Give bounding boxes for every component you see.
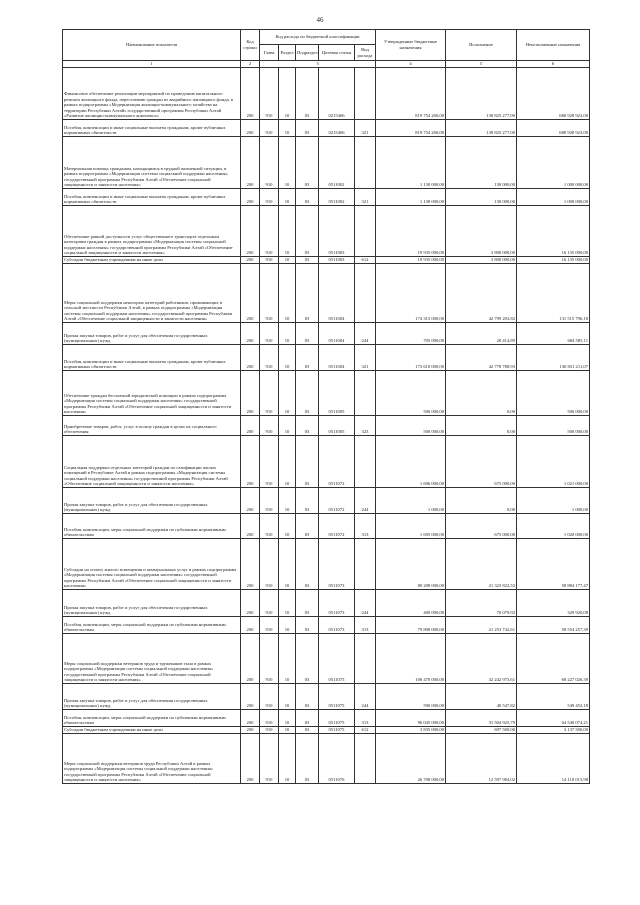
row-code: 200 [241, 371, 260, 416]
row-podrazdel: 03 [296, 206, 319, 257]
row-approved: 819 754 200,00 [376, 68, 446, 120]
row-unexecuted: 1 020 000,00 [517, 514, 590, 539]
row-unexecuted: 500 000,00 [517, 371, 590, 416]
row-vid [355, 371, 376, 416]
row-approved: 1 696 000,00 [376, 436, 446, 488]
row-target: 0511005 [319, 416, 355, 436]
header-glava: Глава [260, 45, 279, 61]
row-unexecuted: 14 110 015,98 [517, 734, 590, 784]
row-glava: 910 [260, 514, 279, 539]
row-approved: 100 470 000,00 [376, 634, 446, 684]
row-executed: 3 800 000,00 [446, 257, 517, 264]
row-code: 200 [241, 120, 260, 137]
row-approved: 500 000,00 [376, 416, 446, 436]
header-classification: Код расхода по бюджетной классификации [260, 30, 376, 45]
row-approved: 3 835 000,00 [376, 727, 446, 734]
row-target: 0511004 [319, 345, 355, 371]
row-approved: 590 000,00 [376, 684, 446, 710]
col-number: 5 [446, 61, 517, 68]
row-razdel: 10 [279, 323, 296, 345]
row-code: 200 [241, 206, 260, 257]
row-vid [355, 137, 376, 189]
row-code: 200 [241, 323, 260, 345]
row-podrazdel: 03 [296, 371, 319, 416]
row-name: Обеспечение равной доступности услуг общественного транспорта отдельным категориям граждан в рамках подпрограммы «Модернизация системы социальной поддержки населения» государственной программы Республики Алтай «Обеспечение социальной защищенности и занятости населения» [63, 206, 241, 257]
row-razdel: 10 [279, 617, 296, 634]
table-row [63, 323, 590, 345]
row-name: Приобретение товаров, работ, услуг в пользу граждан в целях их социального обеспечения [63, 416, 241, 436]
row-glava: 910 [260, 590, 279, 617]
row-target: 0511004 [319, 264, 355, 323]
row-unexecuted: 64 540 074,21 [517, 710, 590, 727]
row-unexecuted: 131 515 796,18 [517, 264, 590, 323]
row-target: 0511004 [319, 323, 355, 345]
table-row [63, 617, 590, 634]
row-vid: 313 [355, 514, 376, 539]
row-target: 0511075 [319, 634, 355, 684]
row-podrazdel: 03 [296, 539, 319, 590]
row-approved: 400 000,00 [376, 590, 446, 617]
row-code: 200 [241, 345, 260, 371]
row-approved: 1 695 000,00 [376, 514, 446, 539]
row-name: Прочая закупка товаров, работ и услуг для обеспечения государственных (муниципальных) нужд [63, 488, 241, 514]
row-executed: 675 000,00 [446, 436, 517, 488]
table-row [63, 257, 590, 264]
row-name: Обеспечение граждан бесплатной юридической помощью в рамках подпрограммы «Модернизация системы социальной поддержки населения» государственной программы Республики Алтай «Обеспечение социальной защищенности и занятости населения» [63, 371, 241, 416]
row-glava: 910 [260, 137, 279, 189]
row-approved: 26 708 000,00 [376, 734, 446, 784]
header-podrazdel: Подраздел [296, 45, 319, 61]
row-executed: 42 799 203,82 [446, 264, 517, 323]
row-code: 200 [241, 590, 260, 617]
row-vid: 244 [355, 488, 376, 514]
row-razdel: 10 [279, 710, 296, 727]
row-vid [355, 634, 376, 684]
header-unexecuted: Неисполненные назначения [517, 30, 590, 61]
row-name: Пособия, компенсации, меры социальной поддержки по публичным нормативным обязательствам [63, 617, 241, 634]
row-unexecuted: 16 135 000,00 [517, 206, 590, 257]
row-glava: 910 [260, 539, 279, 590]
row-podrazdel: 03 [296, 416, 319, 436]
row-name: Субсидии бюджетным учреждениям на иные цели [63, 257, 241, 264]
table-row [63, 634, 590, 684]
row-unexecuted: 680 928 923,00 [517, 68, 590, 120]
row-executed: 130 000,00 [446, 189, 517, 206]
row-executed: 138 825 277,00 [446, 68, 517, 120]
row-executed: 40 547,82 [446, 684, 517, 710]
row-approved: 500 000,00 [376, 371, 446, 416]
row-code: 200 [241, 416, 260, 436]
table-row [63, 189, 590, 206]
row-podrazdel: 03 [296, 257, 319, 264]
row-name: Меры социальной поддержки некоторых категорий работников, проживающих в сельской местности Республики Алтай, в рамках подпрограммы «Модернизация системы социальной поддержки населения» государственной программы Республики Алтай «Обеспечение социальной защищенности и занятости населения» [63, 264, 241, 323]
table-row [63, 68, 590, 120]
row-approved: 80 208 000,00 [376, 539, 446, 590]
row-code: 200 [241, 488, 260, 514]
row-target: 0215406 [319, 120, 355, 137]
row-razdel: 10 [279, 514, 296, 539]
table-row [63, 436, 590, 488]
col-number: 4 [376, 61, 446, 68]
row-target: 0511002 [319, 137, 355, 189]
row-target: 0215406 [319, 68, 355, 120]
row-name: Прочая закупка товаров, работ и услуг для обеспечения государственных (муниципальных) нужд [63, 590, 241, 617]
row-name: Финансовое обеспечение реализации мероприятий по проведению капитального ремонта жилищного фонда, переселению граждан из аварийного жилищного фонда, в рамках подпрограммы «Модернизация жилищно-коммунального хозяйства на территории Республики Алтай» государственной программы Республики Алтай «Развитие жилищно-коммунального комплекса» [63, 68, 241, 120]
row-name: Пособия, компенсации и иные социальные выплаты гражданам, кроме публичных нормативных обязательств [63, 120, 241, 137]
row-vid [355, 734, 376, 784]
row-name: Субсидии бюджетным учреждениям на иные цели [63, 727, 241, 734]
row-glava: 910 [260, 264, 279, 323]
row-code: 200 [241, 514, 260, 539]
row-approved: 1 130 000,00 [376, 137, 446, 189]
row-vid [355, 206, 376, 257]
row-razdel: 10 [279, 539, 296, 590]
row-code: 200 [241, 710, 260, 727]
row-code: 200 [241, 684, 260, 710]
row-executed: 21 253 742,61 [446, 617, 517, 634]
row-unexecuted: 16 135 000,00 [517, 257, 590, 264]
row-razdel: 10 [279, 264, 296, 323]
row-approved: 173 610 000,00 [376, 345, 446, 371]
header-vid: Вид расхода [355, 45, 376, 61]
row-podrazdel: 03 [296, 68, 319, 120]
page-number: 46 [316, 16, 324, 24]
header-approved: Утвержденные бюджетные назначения [376, 30, 446, 61]
table-row [63, 371, 590, 416]
table-header [63, 30, 590, 68]
row-glava: 910 [260, 323, 279, 345]
row-unexecuted: 329 920,08 [517, 590, 590, 617]
table-row [63, 206, 590, 257]
row-code: 200 [241, 137, 260, 189]
row-executed: 32 242 973,61 [446, 634, 517, 684]
row-name: Меры социальной поддержки ветеранов труда Республики Алтай в рамках подпрограммы «Модернизация системы социальной поддержки населения» государственной программы Республики Алтай «Обеспечение социальной защищенности и занятости населения» [63, 734, 241, 784]
row-razdel: 10 [279, 684, 296, 710]
table-body [63, 68, 590, 784]
row-executed: 0,00 [446, 371, 517, 416]
row-podrazdel: 03 [296, 264, 319, 323]
row-glava: 910 [260, 734, 279, 784]
row-podrazdel: 03 [296, 189, 319, 206]
row-unexecuted: 500 000,00 [517, 416, 590, 436]
row-vid: 321 [355, 345, 376, 371]
budget-execution-table [62, 29, 590, 784]
col-number: 2 [241, 61, 260, 68]
table-row [63, 137, 590, 189]
row-executed: 0,00 [446, 416, 517, 436]
row-podrazdel: 03 [296, 710, 319, 727]
row-razdel: 10 [279, 371, 296, 416]
row-target: 0511072 [319, 488, 355, 514]
row-podrazdel: 03 [296, 634, 319, 684]
row-razdel: 10 [279, 257, 296, 264]
row-vid: 313 [355, 710, 376, 727]
row-unexecuted: 130 831 211,07 [517, 345, 590, 371]
row-target: 0511075 [319, 727, 355, 734]
row-vid: 321 [355, 189, 376, 206]
row-name: Материальная помощь гражданам, находящимся в трудной жизненной ситуации, в рамках подпрограммы «Модернизация системы социальной поддержки населения» государственной программы Республики Алтай «Обеспечение социальной защищенности и занятости населения» [63, 137, 241, 189]
row-target: 0511073 [319, 590, 355, 617]
table-row [63, 416, 590, 436]
row-executed: 697 500,00 [446, 727, 517, 734]
row-vid: 612 [355, 727, 376, 734]
table-row [63, 539, 590, 590]
row-code: 200 [241, 436, 260, 488]
col-number: 1 [63, 61, 241, 68]
row-unexecuted: 1 000 000,00 [517, 137, 590, 189]
row-vid: 321 [355, 120, 376, 137]
row-razdel: 10 [279, 590, 296, 617]
row-executed: 0,00 [446, 488, 517, 514]
row-razdel: 10 [279, 488, 296, 514]
row-unexecuted: 684 585,11 [517, 323, 590, 345]
row-executed: 70 079,92 [446, 590, 517, 617]
row-name: Прочая закупка товаров, работ и услуг для обеспечения государственных (муниципальных) нужд [63, 684, 241, 710]
row-approved: 19 935 000,00 [376, 206, 446, 257]
row-glava: 910 [260, 371, 279, 416]
row-glava: 910 [260, 189, 279, 206]
row-glava: 910 [260, 634, 279, 684]
row-podrazdel: 03 [296, 137, 319, 189]
row-razdel: 10 [279, 436, 296, 488]
row-code: 200 [241, 539, 260, 590]
table-row [63, 734, 590, 784]
table-row [63, 727, 590, 734]
row-target: 0511076 [319, 734, 355, 784]
row-vid: 612 [355, 257, 376, 264]
row-podrazdel: 03 [296, 684, 319, 710]
row-vid [355, 436, 376, 488]
row-unexecuted: 3 137 500,00 [517, 727, 590, 734]
table-row [63, 590, 590, 617]
row-unexecuted: 58 884 177,47 [517, 539, 590, 590]
row-unexecuted: 58 554 257,39 [517, 617, 590, 634]
row-glava: 910 [260, 68, 279, 120]
table-row [63, 684, 590, 710]
row-code: 200 [241, 189, 260, 206]
row-target: 0511005 [319, 371, 355, 416]
row-unexecuted: 68 227 026,39 [517, 634, 590, 684]
row-glava: 910 [260, 416, 279, 436]
row-vid: 323 [355, 416, 376, 436]
row-podrazdel: 03 [296, 727, 319, 734]
row-unexecuted: 1 000 000,00 [517, 189, 590, 206]
header-target: Целевая статья [319, 45, 355, 61]
row-target: 0511073 [319, 617, 355, 634]
row-code: 200 [241, 257, 260, 264]
row-code: 200 [241, 634, 260, 684]
header-row-code: Код строки [241, 30, 260, 61]
row-unexecuted: 680 928 923,00 [517, 120, 590, 137]
row-name: Прочая закупка товаров, работ и услуг для обеспечения государственных (муниципальных) нужд [63, 323, 241, 345]
row-name: Пособия, компенсации и иные социальные выплаты гражданам, кроме публичных нормативных обязательств [63, 189, 241, 206]
row-vid: 244 [355, 684, 376, 710]
header-name: Наименование показателя [63, 30, 241, 61]
row-glava: 910 [260, 257, 279, 264]
row-executed: 42 778 788,93 [446, 345, 517, 371]
row-podrazdel: 03 [296, 488, 319, 514]
row-approved: 19 935 000,00 [376, 257, 446, 264]
row-vid [355, 539, 376, 590]
row-podrazdel: 03 [296, 590, 319, 617]
row-razdel: 10 [279, 68, 296, 120]
row-target: 0511075 [319, 710, 355, 727]
header-razdel: Раздел [279, 45, 296, 61]
row-razdel: 10 [279, 634, 296, 684]
row-vid [355, 68, 376, 120]
row-executed: 130 000,00 [446, 137, 517, 189]
row-executed: 3 800 000,00 [446, 206, 517, 257]
row-code: 200 [241, 617, 260, 634]
row-name: Субсидии на оплату жилого помещения и коммунальных услуг в рамках подпрограммы «Модернизация системы социальной поддержки населения» государственной программы Республики Алтай «Обеспечение социальной защищенности и занятости населения» [63, 539, 241, 590]
row-glava: 910 [260, 436, 279, 488]
row-vid: 313 [355, 617, 376, 634]
row-razdel: 10 [279, 416, 296, 436]
row-podrazdel: 03 [296, 323, 319, 345]
row-executed: 675 000,00 [446, 514, 517, 539]
row-glava: 910 [260, 727, 279, 734]
row-executed: 21 323 822,53 [446, 539, 517, 590]
row-vid: 244 [355, 590, 376, 617]
row-target: 0511075 [319, 684, 355, 710]
table-row [63, 264, 590, 323]
row-glava: 910 [260, 120, 279, 137]
row-executed: 138 825 277,00 [446, 120, 517, 137]
row-razdel: 10 [279, 137, 296, 189]
row-approved: 705 000,00 [376, 323, 446, 345]
row-approved: 96 045 000,00 [376, 710, 446, 727]
row-target: 0511003 [319, 206, 355, 257]
row-podrazdel: 03 [296, 514, 319, 539]
row-target: 0511003 [319, 257, 355, 264]
row-code: 200 [241, 727, 260, 734]
row-razdel: 10 [279, 120, 296, 137]
row-target: 0511072 [319, 436, 355, 488]
row-unexecuted: 1 021 000,00 [517, 436, 590, 488]
row-target: 0511002 [319, 189, 355, 206]
row-name: Меры социальной поддержки ветеранов труда и тружеников тыла в рамках подпрограммы «Модернизация системы социальной поддержки населения» государственной программы Республики Алтай «Обеспечение социальной защищенности и занятости населения» [63, 634, 241, 684]
row-podrazdel: 03 [296, 734, 319, 784]
row-vid: 244 [355, 323, 376, 345]
row-unexecuted: 549 452,18 [517, 684, 590, 710]
row-code: 200 [241, 734, 260, 784]
row-glava: 910 [260, 206, 279, 257]
row-razdel: 10 [279, 189, 296, 206]
row-unexecuted: 1 000,00 [517, 488, 590, 514]
table-row [63, 514, 590, 539]
table-row [63, 710, 590, 727]
row-podrazdel: 03 [296, 436, 319, 488]
header-executed: Исполнение [446, 30, 517, 61]
row-target: 0511072 [319, 514, 355, 539]
row-executed: 20 414,89 [446, 323, 517, 345]
row-code: 200 [241, 264, 260, 323]
row-target: 0511073 [319, 539, 355, 590]
row-name: Пособия, компенсации, меры социальной поддержки по публичным нормативным обязательствам [63, 710, 241, 727]
row-executed: 31 504 925,79 [446, 710, 517, 727]
row-vid [355, 264, 376, 323]
row-approved: 1 000,00 [376, 488, 446, 514]
row-podrazdel: 03 [296, 345, 319, 371]
row-name: Пособия, компенсации и иные социальные выплаты гражданам, кроме публичных нормативных обязательств [63, 345, 241, 371]
col-number: 6 [517, 61, 590, 68]
table-row [63, 345, 590, 371]
row-glava: 910 [260, 617, 279, 634]
row-razdel: 10 [279, 345, 296, 371]
row-approved: 79 808 000,00 [376, 617, 446, 634]
row-name: Пособия, компенсации, меры социальной поддержки по публичным нормативным обязательствам [63, 514, 241, 539]
row-razdel: 10 [279, 206, 296, 257]
row-glava: 910 [260, 684, 279, 710]
table-row [63, 120, 590, 137]
row-podrazdel: 03 [296, 617, 319, 634]
row-razdel: 10 [279, 734, 296, 784]
row-approved: 1 130 000,00 [376, 189, 446, 206]
col-number: 3 [260, 61, 376, 68]
row-code: 200 [241, 68, 260, 120]
table-row [63, 488, 590, 514]
row-approved: 819 754 200,00 [376, 120, 446, 137]
row-name: Социальная поддержка отдельных категорий граждан по газификации жилых помещений в Республике Алтай в рамках подпрограммы «Модернизация системы социальной поддержки населения» государственной программы Республики Алтай «Обеспечение социальной защищенности и занятости населения» [63, 436, 241, 488]
row-glava: 910 [260, 710, 279, 727]
row-executed: 12 597 984,02 [446, 734, 517, 784]
row-glava: 910 [260, 345, 279, 371]
row-podrazdel: 03 [296, 120, 319, 137]
row-approved: 174 315 000,00 [376, 264, 446, 323]
row-razdel: 10 [279, 727, 296, 734]
row-glava: 910 [260, 488, 279, 514]
